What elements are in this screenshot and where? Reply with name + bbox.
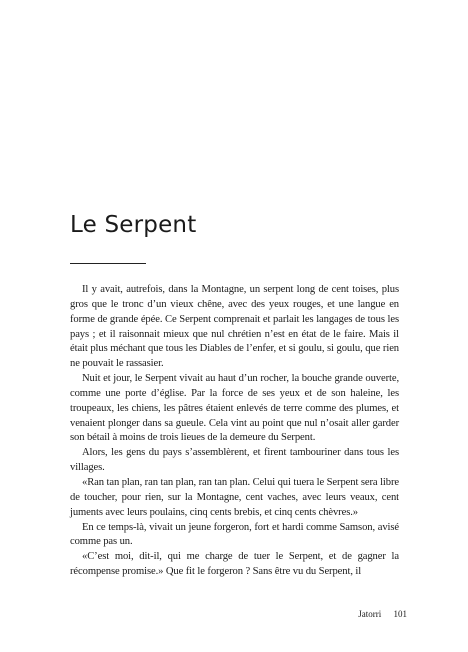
chapter-body: [70, 283, 399, 580]
page-number: 101: [393, 609, 407, 619]
running-title: Jatorri: [358, 609, 382, 619]
paragraph: Alors, les gens du pays s’assemblèrent, et firent tambouriner dans tous les villages.: [70, 447, 399, 474]
paragraph: En ce temps-là, vivait un jeune forgeron, fort et hardi comme Samson, avisé comme pas un.: [70, 521, 399, 548]
chapter-title: Le Serpent: [70, 212, 197, 238]
page-footer: [358, 609, 407, 619]
paragraph: Il y avait, autrefois, dans la Montagne, un serpent long de cent toises, plus gros que le tronc d’un vieux chêne, avec des yeux rouges, et une langue en forme de grande épée. Ce Serpent comprenait et parlait les langages de tous les pays ; et il raisonnait mieux que nul chrétien n’est en état de le faire. Mais il était plus méchant que tous les Diables de l’enfer, et si goulu, si goulu, que rien ne pouvait le rassasier.: [70, 284, 399, 370]
paragraph: Nuit et jour, le Serpent vivait au haut d’un rocher, la bouche grande ouverte, comme une porte d’église. Par la force de ses yeux et de son haleine, les troupeaux, les chiens, les pâtres étaient enlevés de terre comme des plumes, et venaient plonger dans sa gueule. Cela vint au point que nul n’osait aller garder son bétail à moins de trois lieues de la demeure du Serpent.: [70, 373, 399, 444]
paragraph: «Ran tan plan, ran tan plan, ran tan plan. Celui qui tuera le Serpent sera libre de toucher, pour rien, sur la Montagne, cent vaches, avec leurs veaux, cent juments avec leurs poulains, cinq cents brebis, et cinq cents chèvres.»: [70, 476, 399, 518]
paragraph: «C’est moi, dit-il, qui me charge de tuer le Serpent, et de gagner la récompense promise.» Que fit le forgeron ? Sans être vu du Serpent, il: [70, 551, 399, 578]
title-underline-rule: [70, 263, 146, 264]
